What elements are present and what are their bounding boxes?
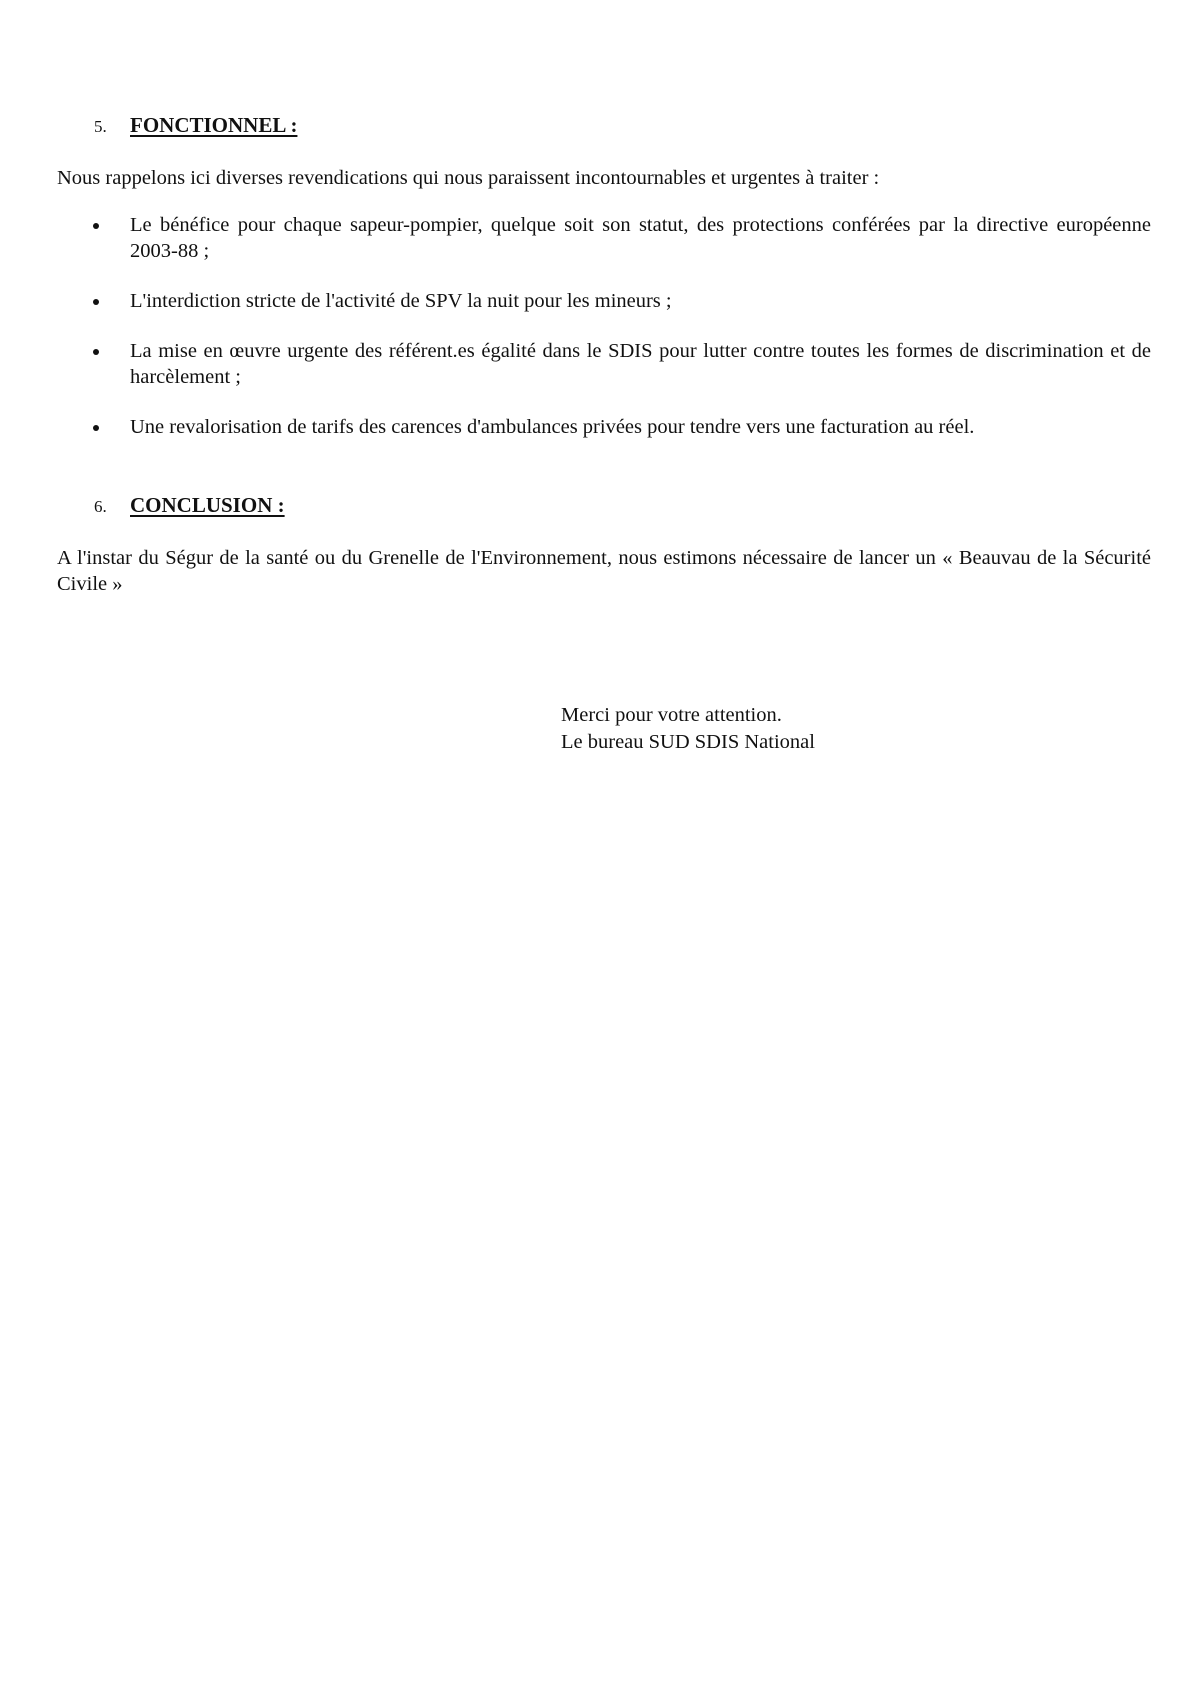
demands-list (57, 212, 1151, 464)
section-heading-fonctionnel (94, 112, 297, 140)
bullet-icon (93, 349, 99, 355)
list-item (57, 288, 1151, 314)
list-item (57, 212, 1151, 264)
list-item-text: La mise en œuvre urgente des référent.es égalité dans le SDIS pour lutter contre toutes les formes de discrimination et de harcèlement ; (130, 340, 1151, 388)
section-intro: Nous rappelons ici diverses revendications qui nous paraissent incontournables et urgentes à traiter : (57, 167, 880, 189)
bullet-icon (93, 299, 99, 305)
bullet-icon (93, 425, 99, 431)
section-title: FONCTIONNEL : (130, 113, 298, 137)
section-number: 5. (94, 117, 107, 136)
list-item (57, 414, 1151, 440)
signature-block (561, 702, 815, 756)
section-number: 6. (94, 497, 107, 516)
bullet-icon (93, 223, 99, 229)
list-item (57, 338, 1151, 390)
list-item-text: Le bénéfice pour chaque sapeur-pompier, quelque soit son statut, des protections conférées par la directive européenne 2003-88 ; (130, 214, 1151, 262)
signature-thanks: Merci pour votre attention. (561, 704, 782, 726)
signature-author: Le bureau SUD SDIS National (561, 731, 815, 753)
list-item-text: Une revalorisation de tarifs des carences d'ambulances privées pour tendre vers une facturation au réel. (130, 416, 975, 438)
section-heading-conclusion (94, 492, 285, 520)
conclusion-body: A l'instar du Ségur de la santé ou du Grenelle de l'Environnement, nous estimons nécessaire de lancer un « Beauvau de la Sécurité Civile » (57, 547, 1151, 595)
list-item-text: L'interdiction stricte de l'activité de SPV la nuit pour les mineurs ; (130, 290, 672, 312)
section-title: CONCLUSION : (130, 493, 285, 517)
